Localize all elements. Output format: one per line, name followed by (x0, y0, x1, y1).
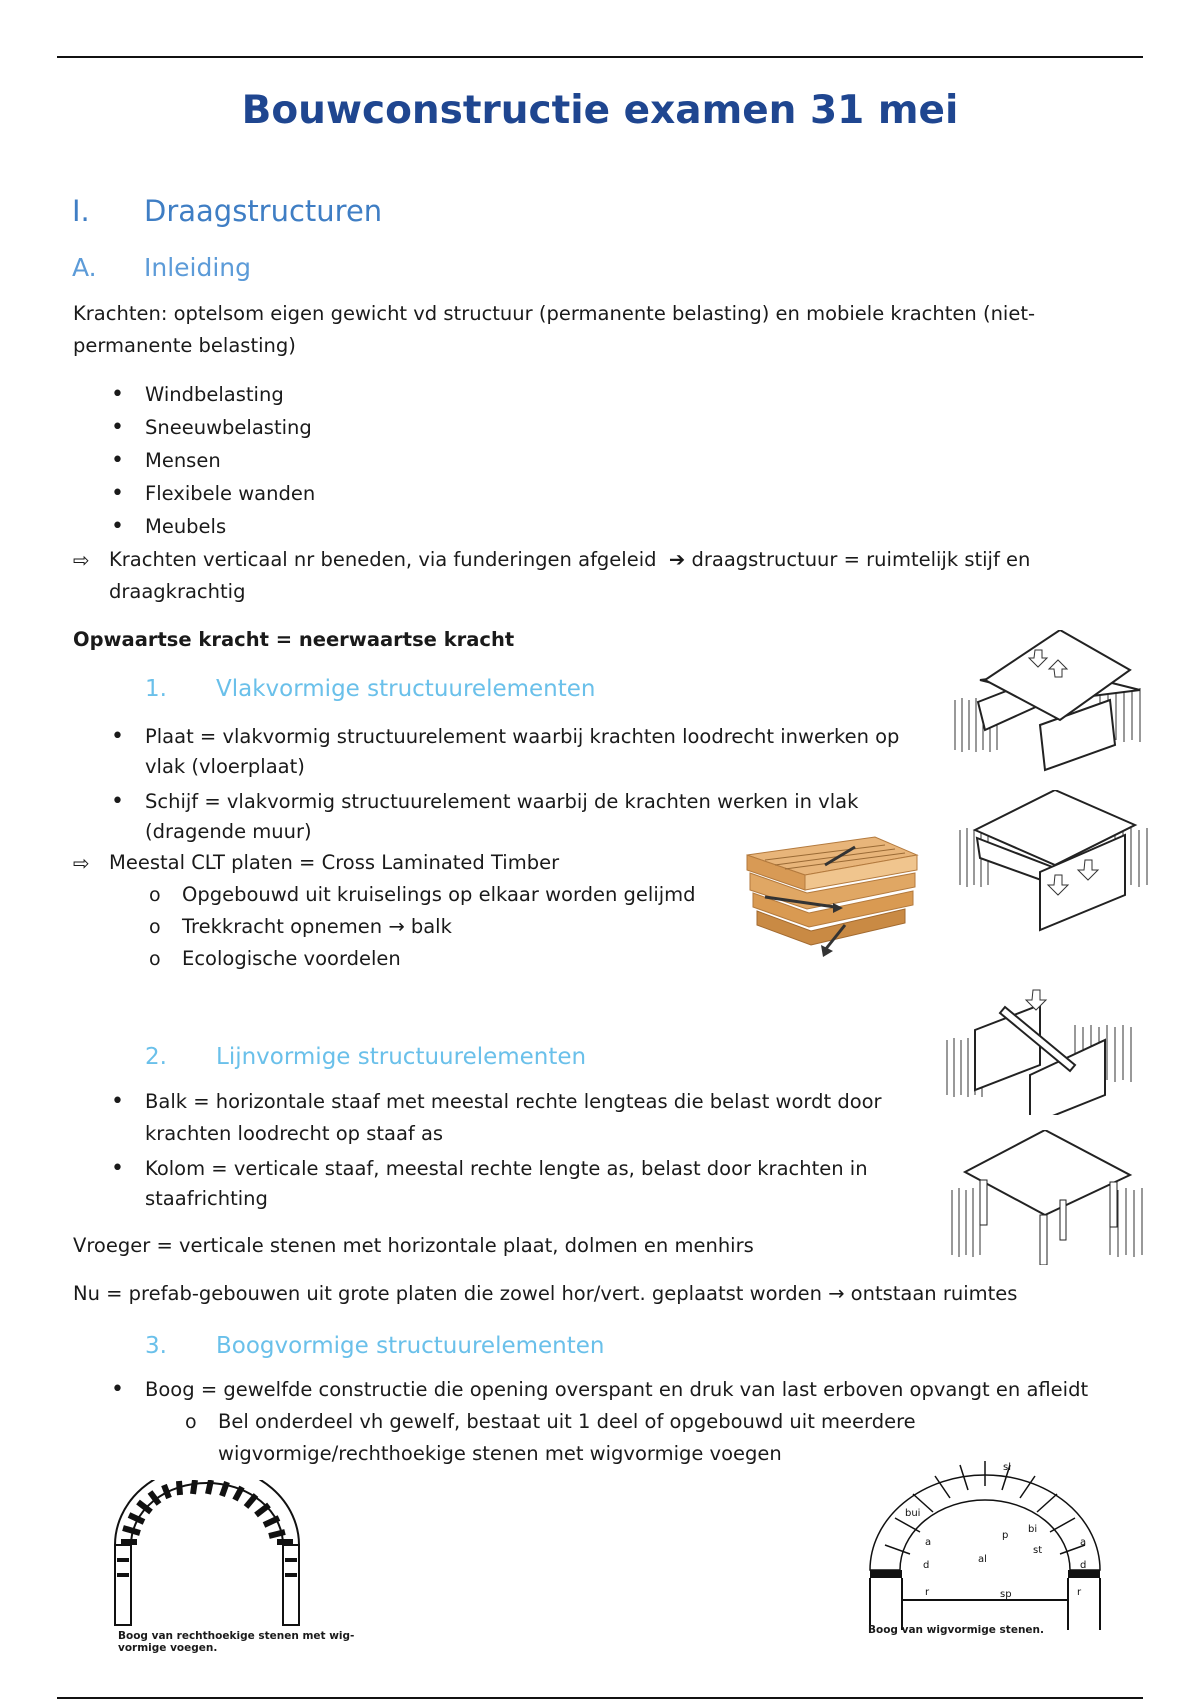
label-a-right: a (1080, 1537, 1087, 1548)
list-item: • Plaat = vlakvormig structuurelement waarbij krachten loodrecht inwerken op (111, 724, 900, 749)
wall-diagram (955, 790, 1155, 940)
label-p: p (1002, 1530, 1009, 1541)
list-item: o Trekkracht opnemen → balk (149, 915, 452, 938)
label-al: al (978, 1554, 987, 1565)
arch-wedge-stones (865, 1450, 1110, 1635)
beam-diagram (945, 985, 1140, 1115)
label-sl: sl (1003, 1462, 1011, 1473)
bottom-rule (57, 1697, 1143, 1699)
section-title: Draagstructuren (144, 194, 383, 228)
list-item: o Ecologische voordelen (149, 947, 401, 970)
sub1-title: Vlakvormige structuurelementen (216, 676, 596, 702)
list-item: • Mensen (111, 448, 221, 473)
caption-left-line-1: Boog van rechthoekige stenen met wig- (118, 1630, 355, 1642)
label-sp: sp (1000, 1589, 1012, 1600)
list-item-cont: wigvormige/rechthoekige stenen met wigvormige voegen (218, 1442, 782, 1465)
sub2-title: Lijnvormige structuurelementen (216, 1044, 587, 1070)
label-d-left: d (923, 1560, 930, 1571)
sub3-title: Boogvormige structuurelementen (216, 1333, 605, 1359)
label-a-left: a (925, 1537, 932, 1548)
list-item: • Meubels (111, 514, 227, 539)
label-r-right: r (1077, 1587, 1082, 1598)
column-diagram (950, 1130, 1145, 1265)
top-rule (57, 56, 1143, 58)
list-item: • Sneeuwbelasting (111, 415, 312, 440)
intro-line-2: permanente belasting) (73, 334, 296, 357)
list-item: • Schijf = vlakvormig structuurelement waarbij de krachten werken in vlak (111, 789, 859, 814)
sub3-number: 3. (145, 1333, 167, 1359)
label-bui: bui (905, 1508, 921, 1519)
list-item: • Balk = horizontale staaf met meestal rechte lengteas die belast wordt door (111, 1089, 882, 1114)
hollow-arrow-icon: ⇨ (73, 851, 90, 875)
list-item-cont: staafrichting (145, 1187, 268, 1210)
subsection-number: A. (72, 253, 97, 282)
list-item: • Kolom = verticale staaf, meestal rechte lengte as, belast door krachten in (111, 1156, 868, 1181)
plate-diagram (950, 630, 1150, 780)
intro-line-1: Krachten: optelsom eigen gewicht vd structuur (permanente belasting) en mobiele krachten (niet- (73, 302, 1036, 325)
label-r-left: r (925, 1587, 930, 1598)
clt-line: ⇨ Meestal CLT platen = Cross Laminated Timber (109, 847, 559, 879)
label-bi: bi (1028, 1524, 1038, 1535)
hollow-arrow-icon: ⇨ (73, 548, 90, 572)
bold-arrow-icon: ➔ (668, 548, 686, 571)
sub1-number: 1. (145, 676, 167, 702)
label-d-right: d (1080, 1560, 1087, 1571)
list-item: o Opgebouwd uit kruiselings op elkaar worden gelijmd (149, 883, 696, 906)
page-title: Bouwconstructie examen 31 mei (241, 88, 959, 133)
label-st: st (1033, 1545, 1043, 1556)
conclusion-line-2: draagkrachtig (109, 580, 246, 603)
list-item: • Boog = gewelfde constructie die opening overspant en druk van last erboven opvangt en afleidt (111, 1377, 1089, 1402)
clt-panel-image (745, 835, 920, 960)
sub2-number: 2. (145, 1044, 167, 1070)
vroeger-text: Vroeger = verticale stenen met horizontale plaat, dolmen en menhirs (73, 1234, 754, 1257)
nu-text: Nu = prefab-gebouwen uit grote platen die zowel hor/vert. geplaatst worden → ontstaan ruimtes (73, 1282, 1018, 1305)
list-item-cont: (dragende muur) (145, 820, 312, 843)
section-number: I. (72, 194, 90, 228)
arch-rectangular-stones (113, 1480, 313, 1630)
list-item-cont: krachten loodrecht op staaf as (145, 1122, 444, 1145)
bold-statement: Opwaartse kracht = neerwaartse kracht (73, 628, 515, 651)
subsection-title: Inleiding (144, 253, 252, 282)
caption-right: Boog van wigvormige stenen. (868, 1624, 1044, 1636)
list-item: • Windbelasting (111, 382, 284, 407)
caption-left-line-2: vormige voegen. (118, 1642, 218, 1654)
list-item: o Bel onderdeel vh gewelf, bestaat uit 1 deel of opgebouwd uit meerdere (185, 1410, 916, 1433)
conclusion: ⇨ Krachten verticaal nr beneden, via funderingen afgeleid ➔ draagstructuur = ruimtelijk stijf en (109, 544, 1030, 576)
list-item: • Flexibele wanden (111, 481, 316, 506)
list-item-cont: vlak (vloerplaat) (145, 755, 305, 778)
